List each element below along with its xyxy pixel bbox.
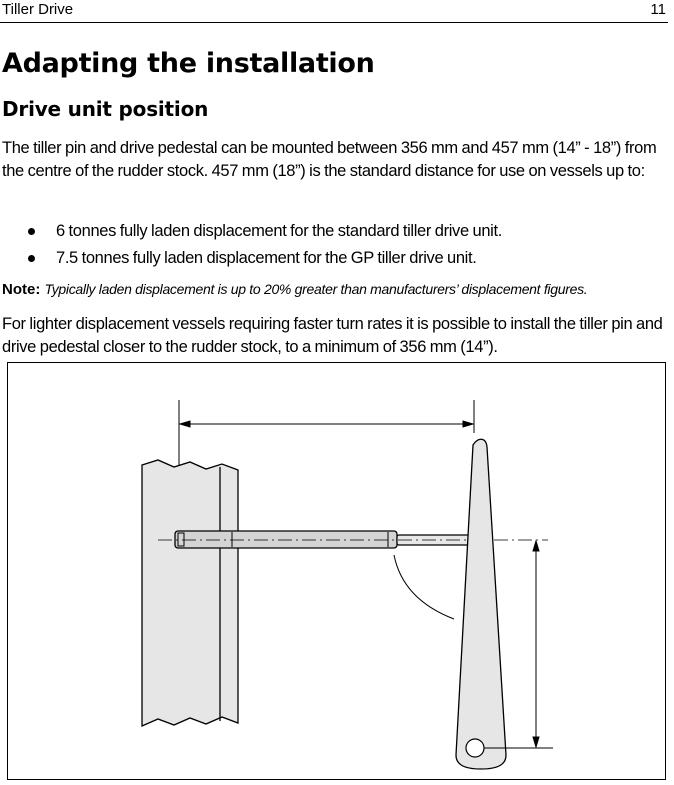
list-item <box>0 245 660 272</box>
bullet-text: 7.5 tonnes fully laden displacement for the GP tiller drive unit. <box>56 249 477 267</box>
bullet-text: 6 tonnes fully laden displacement for the standard tiller drive unit. <box>56 222 502 240</box>
note-label: Note: <box>2 281 41 298</box>
swing-arc <box>394 555 454 619</box>
drive-unit-ram <box>175 531 479 548</box>
bullet-icon <box>28 255 35 262</box>
note-text: Typically laden displacement is up to 20% greater than manufacturers’ displacement figures. <box>44 281 588 297</box>
bullet-icon <box>28 228 35 235</box>
tiller <box>456 439 506 769</box>
note <box>2 279 670 300</box>
rudder-stock-icon <box>466 739 484 757</box>
bullet-list <box>0 218 660 272</box>
page-header <box>0 0 674 22</box>
subsection-title: Drive unit position <box>2 97 209 121</box>
pedestal-wall <box>142 460 238 726</box>
installation-diagram <box>7 362 666 780</box>
list-item <box>0 218 660 245</box>
page-number: 11 <box>650 1 666 18</box>
lighter-vessels-paragraph: For lighter displacement vessels requiring faster turn rates it is possible to install the tiller pin and drive pedestal closer to the rudder stock, to a minimum of 356 mm (14”). <box>2 315 663 356</box>
running-header-title: Tiller Drive <box>2 1 74 18</box>
header-rule <box>0 22 668 23</box>
section-title: Adapting the installation <box>2 48 375 79</box>
intro-paragraph: The tiller pin and drive pedestal can be mounted between 356 mm and 457 mm (14” - 18”) from the centre of the rudder stock. 457 mm (18”) is the standard distance for use on vessels up to: <box>2 139 657 180</box>
diagram-svg <box>8 363 665 779</box>
